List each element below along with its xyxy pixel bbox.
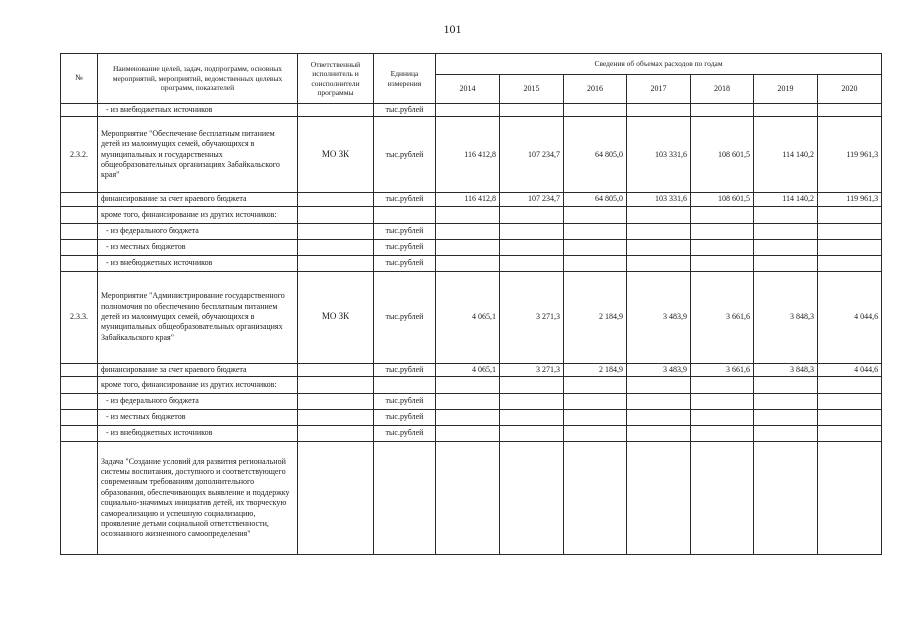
row-value: [436, 104, 500, 117]
budget-table: [60, 53, 882, 555]
row-unit: [374, 206, 436, 223]
row-executor: МО ЗК: [298, 117, 374, 193]
header-name: Наименование целей, задач, подпрограмм, основных мероприятий, мероприятий, ведомственных целевых программ, показателей: [98, 54, 298, 104]
row-unit: тыс.рублей: [374, 239, 436, 255]
row-value: [691, 442, 754, 555]
table-row: [61, 377, 882, 394]
row-value: [627, 223, 691, 239]
header-year: 2020: [818, 75, 882, 104]
row-number: [61, 363, 98, 376]
row-name: - из внебюджетных источников: [98, 255, 298, 271]
row-unit: [374, 377, 436, 394]
row-value: [564, 104, 627, 117]
row-value: [627, 426, 691, 442]
row-value: [627, 410, 691, 426]
row-value: 114 140,2: [754, 117, 818, 193]
row-number: [61, 426, 98, 442]
row-value: [818, 206, 882, 223]
row-value: 3 483,9: [627, 271, 691, 363]
row-value: 3 848,3: [754, 363, 818, 376]
table-row: [61, 271, 882, 363]
row-value: [564, 426, 627, 442]
row-value: [818, 426, 882, 442]
row-number: [61, 104, 98, 117]
row-value: 119 961,3: [818, 193, 882, 206]
row-value: [627, 104, 691, 117]
row-name: Мероприятие "Обеспечение бесплатным питанием детей из малоимущих семей, обучающихся в муниципальных и государственных общеобразовательных организациях Забайкальского края": [98, 117, 298, 193]
row-name: - из местных бюджетов: [98, 410, 298, 426]
table-row: [61, 255, 882, 271]
row-number: 2.3.2.: [61, 117, 98, 193]
row-name: - из внебюджетных источников: [98, 104, 298, 117]
row-name: Мероприятие "Администрирование государственного полномочия по обеспечению бесплатным питанием детей из малоимущих семей, обучающихся в муниципальных общеобразовательных организациях Забайкальского края": [98, 271, 298, 363]
row-executor: [298, 410, 374, 426]
table-row: [61, 206, 882, 223]
row-value: [754, 104, 818, 117]
row-value: [500, 223, 564, 239]
row-value: 4 065,1: [436, 363, 500, 376]
row-value: [627, 394, 691, 410]
header-year: 2014: [436, 75, 500, 104]
row-value: [500, 426, 564, 442]
row-unit: тыс.рублей: [374, 255, 436, 271]
header-year: 2017: [627, 75, 691, 104]
row-number: 2.3.3.: [61, 271, 98, 363]
row-unit: тыс.рублей: [374, 394, 436, 410]
row-number: [61, 394, 98, 410]
row-value: 2 184,9: [564, 271, 627, 363]
row-value: [436, 377, 500, 394]
header-num: №: [61, 54, 98, 104]
row-unit: тыс.рублей: [374, 426, 436, 442]
row-unit: тыс.рублей: [374, 363, 436, 376]
row-value: 107 234,7: [500, 117, 564, 193]
header-year: 2019: [754, 75, 818, 104]
row-value: [818, 239, 882, 255]
table-row: [61, 442, 882, 555]
row-value: [436, 255, 500, 271]
row-executor: [298, 206, 374, 223]
row-value: [754, 239, 818, 255]
row-value: [818, 442, 882, 555]
table-row: [61, 410, 882, 426]
row-value: [627, 206, 691, 223]
row-value: [754, 206, 818, 223]
row-value: 116 412,8: [436, 193, 500, 206]
row-value: [754, 410, 818, 426]
row-value: [691, 426, 754, 442]
row-value: [818, 223, 882, 239]
row-value: [818, 104, 882, 117]
row-value: [436, 410, 500, 426]
table-row: [61, 193, 882, 206]
row-value: [754, 255, 818, 271]
row-executor: [298, 426, 374, 442]
row-unit: тыс.рублей: [374, 410, 436, 426]
row-executor: [298, 239, 374, 255]
row-value: [500, 410, 564, 426]
row-value: [754, 426, 818, 442]
row-value: 4 065,1: [436, 271, 500, 363]
row-value: [564, 239, 627, 255]
row-name: финансирование за счет краевого бюджета: [98, 363, 298, 376]
row-value: [691, 239, 754, 255]
row-value: [818, 394, 882, 410]
row-value: [500, 239, 564, 255]
table-row: [61, 239, 882, 255]
row-value: [691, 206, 754, 223]
row-value: [691, 255, 754, 271]
row-value: [691, 394, 754, 410]
row-value: 119 961,3: [818, 117, 882, 193]
page-number: 101: [443, 22, 462, 36]
row-value: 116 412,8: [436, 117, 500, 193]
row-value: [436, 426, 500, 442]
row-number: [61, 410, 98, 426]
row-number: [61, 223, 98, 239]
row-value: 107 234,7: [500, 193, 564, 206]
table-row: [61, 117, 882, 193]
table-row: [61, 426, 882, 442]
header-expenses: Сведения об объемах расходов по годам: [436, 54, 882, 75]
row-value: [754, 442, 818, 555]
row-value: 3 661,6: [691, 271, 754, 363]
row-value: [500, 104, 564, 117]
row-name: кроме того, финансирование из других источников:: [98, 377, 298, 394]
row-value: [627, 377, 691, 394]
row-value: [818, 410, 882, 426]
row-value: 3 848,3: [754, 271, 818, 363]
table-body: [61, 104, 882, 555]
row-value: [818, 255, 882, 271]
row-value: 103 331,6: [627, 117, 691, 193]
row-number: [61, 239, 98, 255]
row-value: [627, 442, 691, 555]
row-value: 108 601,5: [691, 117, 754, 193]
row-value: [500, 377, 564, 394]
row-value: [500, 394, 564, 410]
row-executor: [298, 377, 374, 394]
row-name: - из федерального бюджета: [98, 394, 298, 410]
row-value: 3 483,9: [627, 363, 691, 376]
row-unit: [374, 442, 436, 555]
row-number: [61, 255, 98, 271]
table-row: [61, 104, 882, 117]
row-value: [691, 410, 754, 426]
row-value: [564, 394, 627, 410]
header-executor: Ответственный исполнитель и соисполнители программы: [298, 54, 374, 104]
row-value: [564, 223, 627, 239]
row-value: [564, 410, 627, 426]
table-row: [61, 394, 882, 410]
row-executor: [298, 442, 374, 555]
row-value: 3 661,6: [691, 363, 754, 376]
row-unit: тыс.рублей: [374, 117, 436, 193]
row-value: [436, 223, 500, 239]
row-value: 64 805,0: [564, 117, 627, 193]
row-executor: [298, 223, 374, 239]
row-value: [436, 394, 500, 410]
header-unit: Единица измерения: [374, 54, 436, 104]
row-value: [754, 223, 818, 239]
row-value: 3 271,3: [500, 363, 564, 376]
row-number: [61, 206, 98, 223]
row-value: [564, 255, 627, 271]
row-value: [691, 377, 754, 394]
row-executor: [298, 363, 374, 376]
row-value: [691, 223, 754, 239]
row-value: [436, 442, 500, 555]
row-value: 108 601,5: [691, 193, 754, 206]
table-row: [61, 223, 882, 239]
row-value: [564, 377, 627, 394]
row-value: [754, 377, 818, 394]
header-year: 2015: [500, 75, 564, 104]
row-executor: [298, 193, 374, 206]
row-executor: [298, 255, 374, 271]
row-name: - из федерального бюджета: [98, 223, 298, 239]
row-value: [436, 239, 500, 255]
header-year: 2018: [691, 75, 754, 104]
row-number: [61, 377, 98, 394]
row-value: 2 184,9: [564, 363, 627, 376]
row-value: 4 044,6: [818, 363, 882, 376]
row-executor: МО ЗК: [298, 271, 374, 363]
row-name: финансирование за счет краевого бюджета: [98, 193, 298, 206]
row-name: кроме того, финансирование из других источников:: [98, 206, 298, 223]
row-value: [564, 442, 627, 555]
row-value: 3 271,3: [500, 271, 564, 363]
row-value: [500, 206, 564, 223]
row-value: [627, 255, 691, 271]
row-value: 103 331,6: [627, 193, 691, 206]
row-number: [61, 442, 98, 555]
row-unit: тыс.рублей: [374, 193, 436, 206]
row-name: - из внебюджетных источников: [98, 426, 298, 442]
row-number: [61, 193, 98, 206]
table-row: [61, 363, 882, 376]
row-value: [754, 394, 818, 410]
row-value: [818, 377, 882, 394]
row-value: 114 140,2: [754, 193, 818, 206]
header-year: 2016: [564, 75, 627, 104]
row-value: 4 044,6: [818, 271, 882, 363]
row-value: [436, 206, 500, 223]
row-executor: [298, 104, 374, 117]
row-name: - из местных бюджетов: [98, 239, 298, 255]
row-value: [691, 104, 754, 117]
row-value: [627, 239, 691, 255]
row-value: [500, 255, 564, 271]
row-unit: тыс.рублей: [374, 271, 436, 363]
row-executor: [298, 394, 374, 410]
row-name: Задача "Создание условий для развития региональной системы воспитания, доступного и соответствующего современным требованиям дополнительного образования, обеспечивающих выявление и поддержку социально-значимых инициатив детей, их творческую самореализацию и успешную социализацию, проявление детьми социальной ответственности, осознанного жизненного самоопределения": [98, 442, 298, 555]
row-unit: тыс.рублей: [374, 223, 436, 239]
row-value: [564, 206, 627, 223]
row-unit: тыс.рублей: [374, 104, 436, 117]
row-value: 64 805,0: [564, 193, 627, 206]
row-value: [500, 442, 564, 555]
